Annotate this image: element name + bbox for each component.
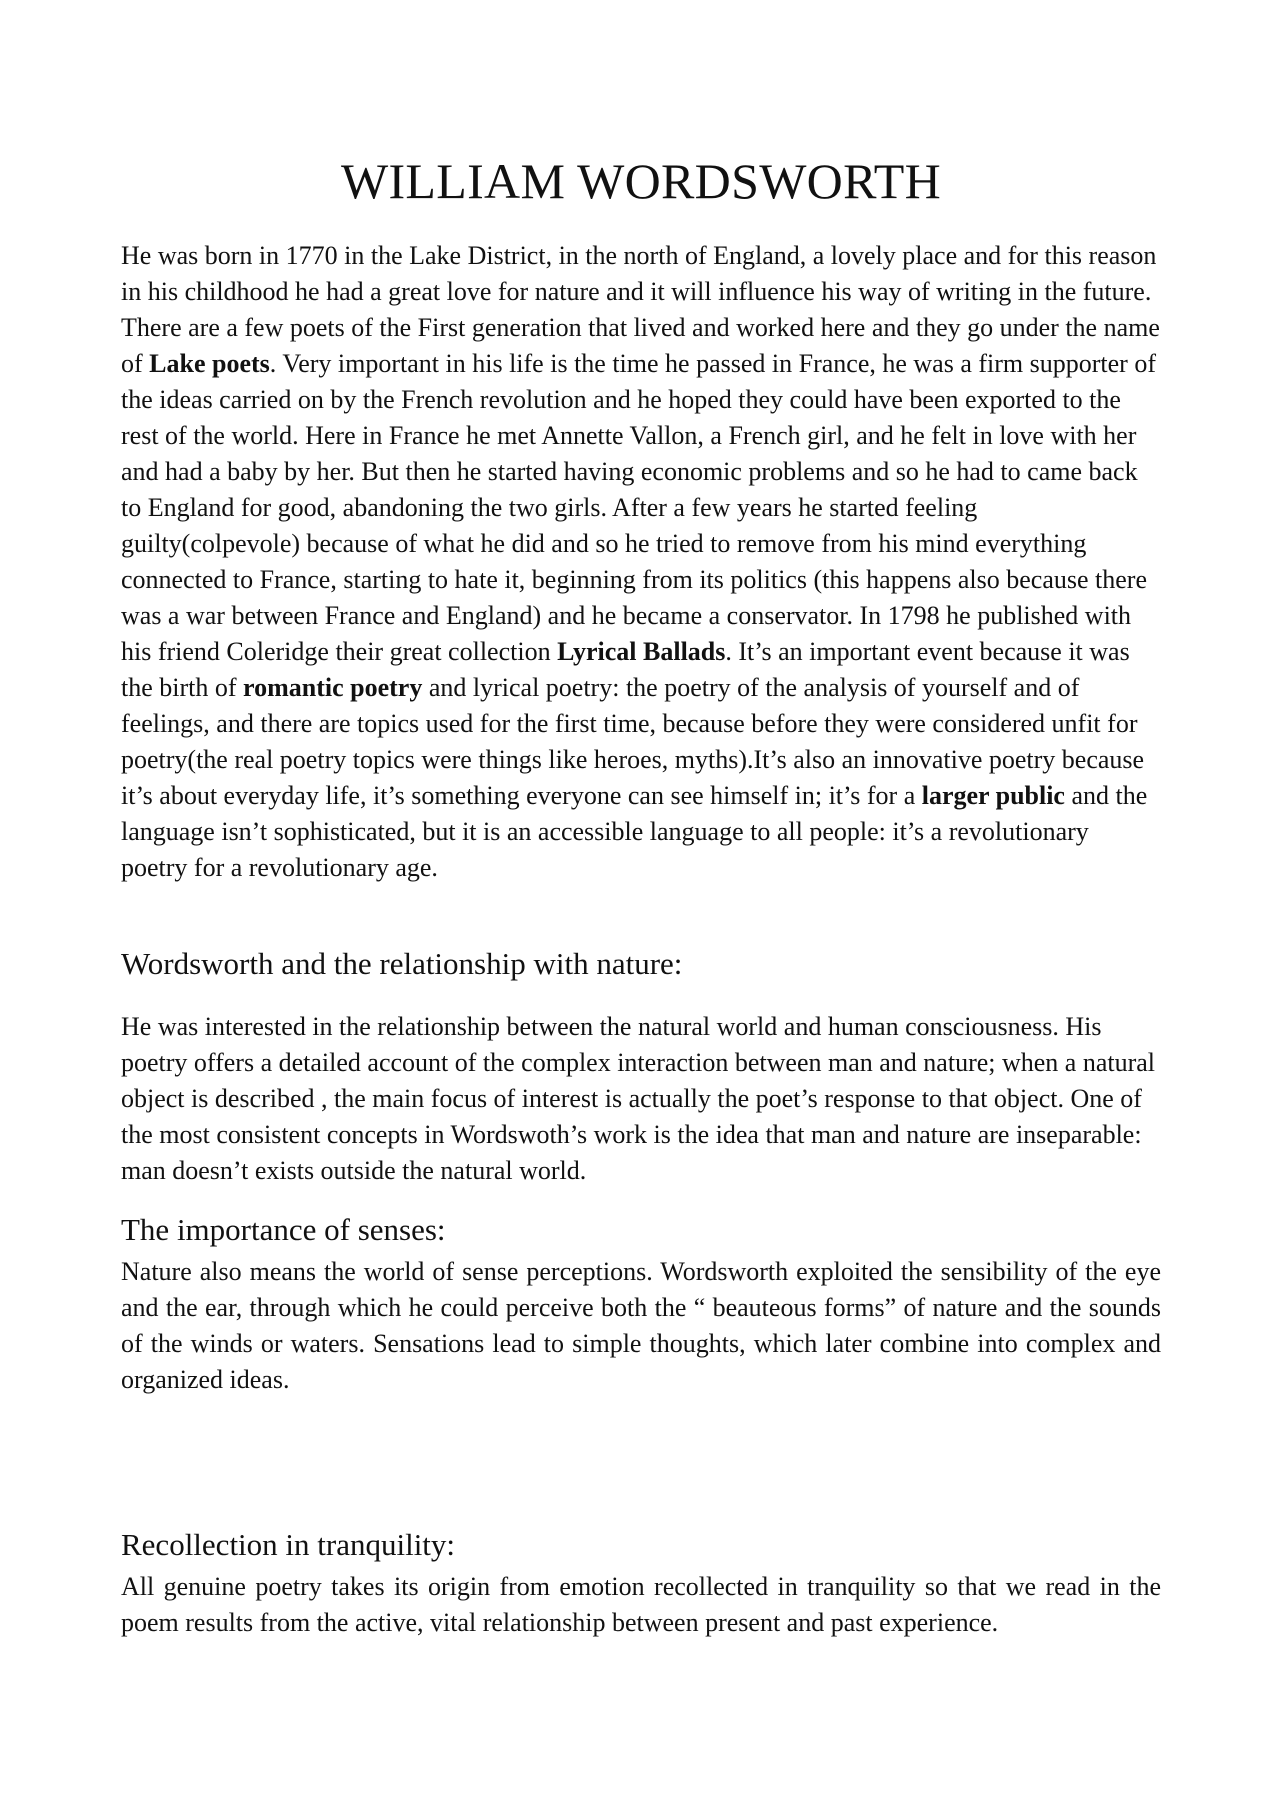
- bold-romantic-poetry: romantic poetry: [243, 673, 423, 702]
- heading-recollection: Recollection in tranquility:: [121, 1527, 456, 1562]
- recollection-paragraph: All genuine poetry takes its origin from emotion recollected in tranquility so that we read in the poem results from the active, vital relationship between present and past experience.: [121, 1572, 1161, 1637]
- heading-senses: The importance of senses:: [121, 1212, 446, 1247]
- intro-text-2: . Very important in his life is the time he passed in France, he was a firm supporter of the ideas carried on by the French revolution and he hoped they could have been exported to the rest of the world. Here in France he met Annette Vallon, a French girl, and he felt in love with her and had a baby by her. But then he started having economic problems and so he had to came back to England for good, abandoning the two girls. After a few years he started feeling guilty(colpevole) because of what he did and so he tried to remove from his mind everything connected to France, starting to hate it, beginning from its politics (this happens also because there was a war between France and England) and he became a conservator. In 1798 he published with his friend Coleridge their great collection: [121, 349, 1156, 666]
- heading-nature: Wordsworth and the relationship with nature:: [121, 946, 683, 981]
- document-title: WILLIAM WORDSWORTH: [340, 153, 941, 209]
- intro-text-3: . It’s an important event because it was the birth of: [121, 637, 1130, 702]
- senses-paragraph: Nature also means the world of sense perceptions. Wordsworth exploited the sensibility of the eye and the ear, through which he could perceive both the “ beauteous forms” of nature and the sounds of the winds or waters. Sensations lead to simple thoughts, which later combine into complex and organized ideas.: [121, 1257, 1161, 1394]
- intro-paragraph: [121, 238, 1161, 886]
- bold-lake-poets: Lake poets: [149, 349, 270, 378]
- intro-text-1: He was born in 1770 in the Lake District, in the north of England, a lovely place and for this reason in his childhood he had a great love for nature and it will influence his way of writing in the future. There are a few poets of the First generation that lived and worked here and they go under the name of: [121, 241, 1160, 378]
- intro-text-4: and lyrical poetry: the poetry of the analysis of yourself and of feelings, and there are topics used for the first time, because before they were considered unfit for poetry(the real poetry topics were things like heroes, myths).It’s also an innovative poetry because it’s about everyday life, it’s something everyone can see himself in; it’s for a: [121, 673, 1145, 810]
- nature-paragraph: He was interested in the relationship between the natural world and human consciousness. His poetry offers a detailed account of the complex interaction between man and nature; when a natural object is described , the main focus of interest is actually the poet’s response to that object. One of the most consistent concepts in Wordswoth’s work is the idea that man and nature are inseparable: man doesn’t exists outside the natural world.: [121, 1012, 1156, 1185]
- intro-text-5: and the language isn’t sophisticated, but it is an accessible language to all people: it’s a revolutionary poetry for a revolutionary age.: [121, 781, 1148, 882]
- bold-larger-public: larger public: [921, 781, 1065, 810]
- bold-lyrical-ballads: Lyrical Ballads: [557, 637, 726, 666]
